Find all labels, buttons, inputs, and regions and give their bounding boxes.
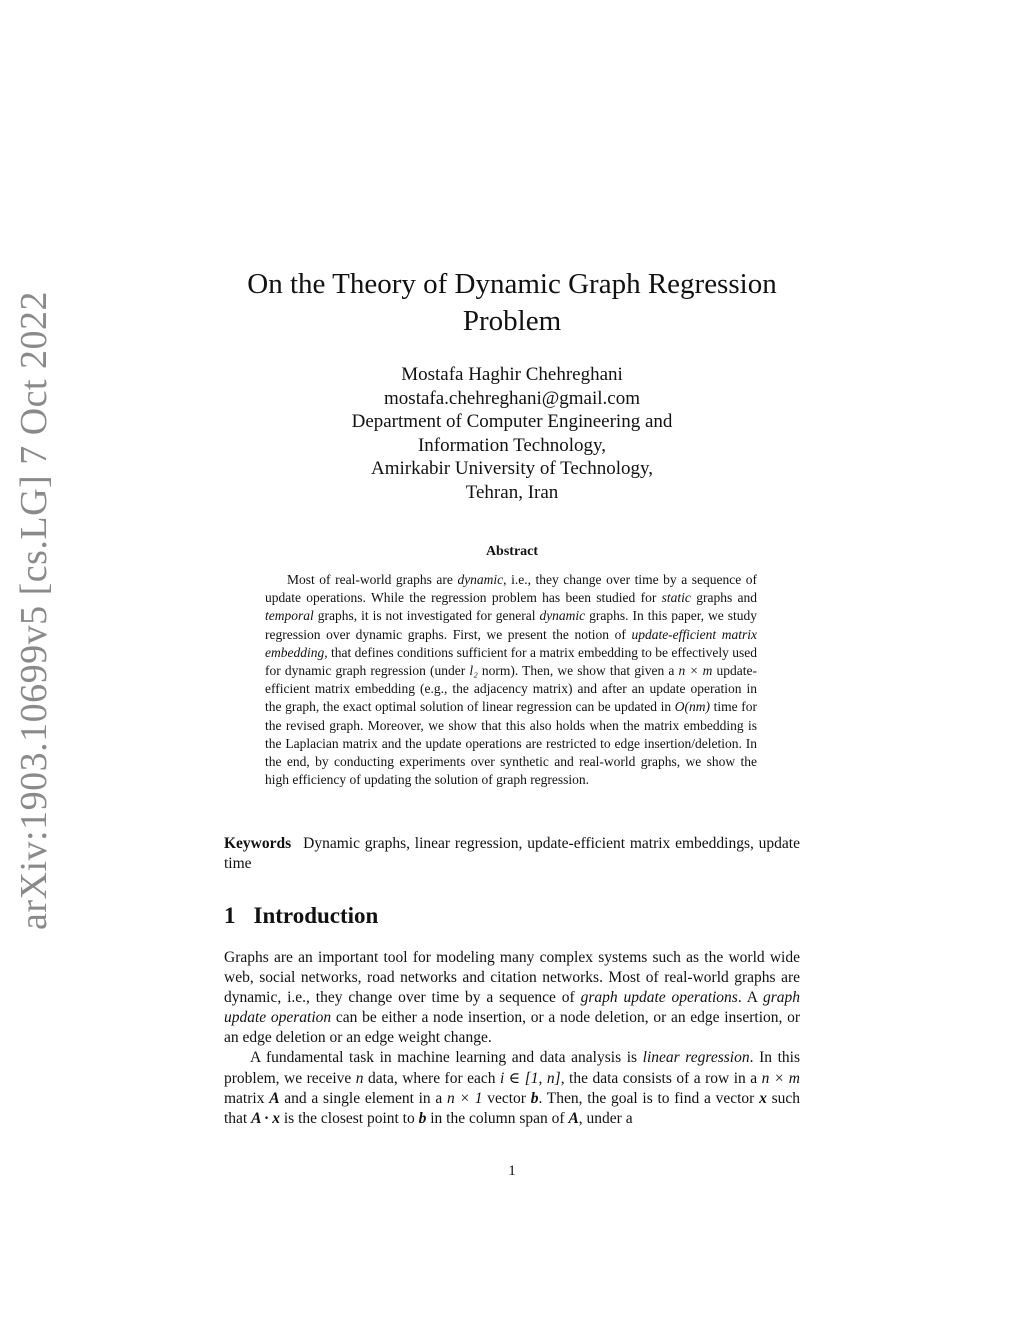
keywords-label: Keywords bbox=[224, 835, 292, 852]
arxiv-identifier-stamp: arXiv:1903.10699v5 [cs.LG] 7 Oct 2022 bbox=[13, 290, 55, 930]
paragraph: Graphs are an important tool for modeling many complex systems such as the world wide web, social networks, road networks and citation networks. Most of real-world graphs are dynamic, i.e., they change over time by a sequence of graph update operations. A graph update operation can be either a node insertion, or a node deletion, or an edge insertion, or an edge deletion or an edge weight change. bbox=[224, 949, 800, 1047]
page-number: 1 bbox=[508, 1163, 516, 1179]
author-affiliation-line: Amirkabir University of Technology, bbox=[370, 458, 654, 479]
author-location: Tehran, Iran bbox=[465, 481, 559, 503]
author-email[interactable]: mostafa.chehreghani@gmail.com bbox=[384, 387, 640, 409]
keywords-line bbox=[224, 834, 800, 874]
paragraph: A fundamental task in machine learning and data analysis is linear regression. In this problem, we receive n data, where for each i ∈ [1, n], the data consists of a row in a n × m matrix A and a single element in a n × 1 vector b. Then, the goal is to find a vector x such that A · x is the closest point to b in the column span of A, under a bbox=[224, 1049, 801, 1127]
section-number: 1 bbox=[224, 903, 236, 928]
author-affiliation-line: Department of Computer Engineering and bbox=[351, 411, 673, 432]
author-name: Mostafa Haghir Chehreghani bbox=[401, 364, 623, 385]
abstract-heading: Abstract bbox=[485, 544, 539, 559]
author-block bbox=[224, 363, 800, 504]
section-title: Introduction bbox=[253, 903, 379, 928]
keywords-text: Dynamic graphs, linear regression, update-efficient matrix embeddings, update time bbox=[224, 835, 800, 872]
abstract-text: Most of real-world graphs are dynamic, i.e., they change over time by a sequence of update operations. While the regression problem has been studied for static graphs and temporal graphs, it is not investigated for general dynamic graphs. In this paper, we study regression over dynamic graphs. First, we present the notion of update-efficient matrix embedding, that defines conditions sufficient for a matrix embedding to be effectively used for dynamic graph regression (under l₂ norm). Then, we show that given a n × m update-efficient matrix embedding (e.g., the adjacency matrix) and after an update operation in the graph, the exact optimal solution of linear regression can be updated in O(nm) time for the revised graph. Moreover, we show that this also holds when the matrix embedding is the Laplacian matrix and the update operations are restricted to edge insertion/deletion. In the end, by conducting experiments over synthetic and real-world graphs, we show the high efficiency of updating the solution of graph regression. bbox=[265, 572, 758, 788]
paper-title: On the Theory of Dynamic Graph Regression Problem bbox=[247, 268, 777, 337]
author-affiliation-line: Information Technology, bbox=[417, 434, 607, 456]
introduction-body bbox=[224, 948, 800, 1129]
section-heading-introduction bbox=[224, 903, 378, 929]
